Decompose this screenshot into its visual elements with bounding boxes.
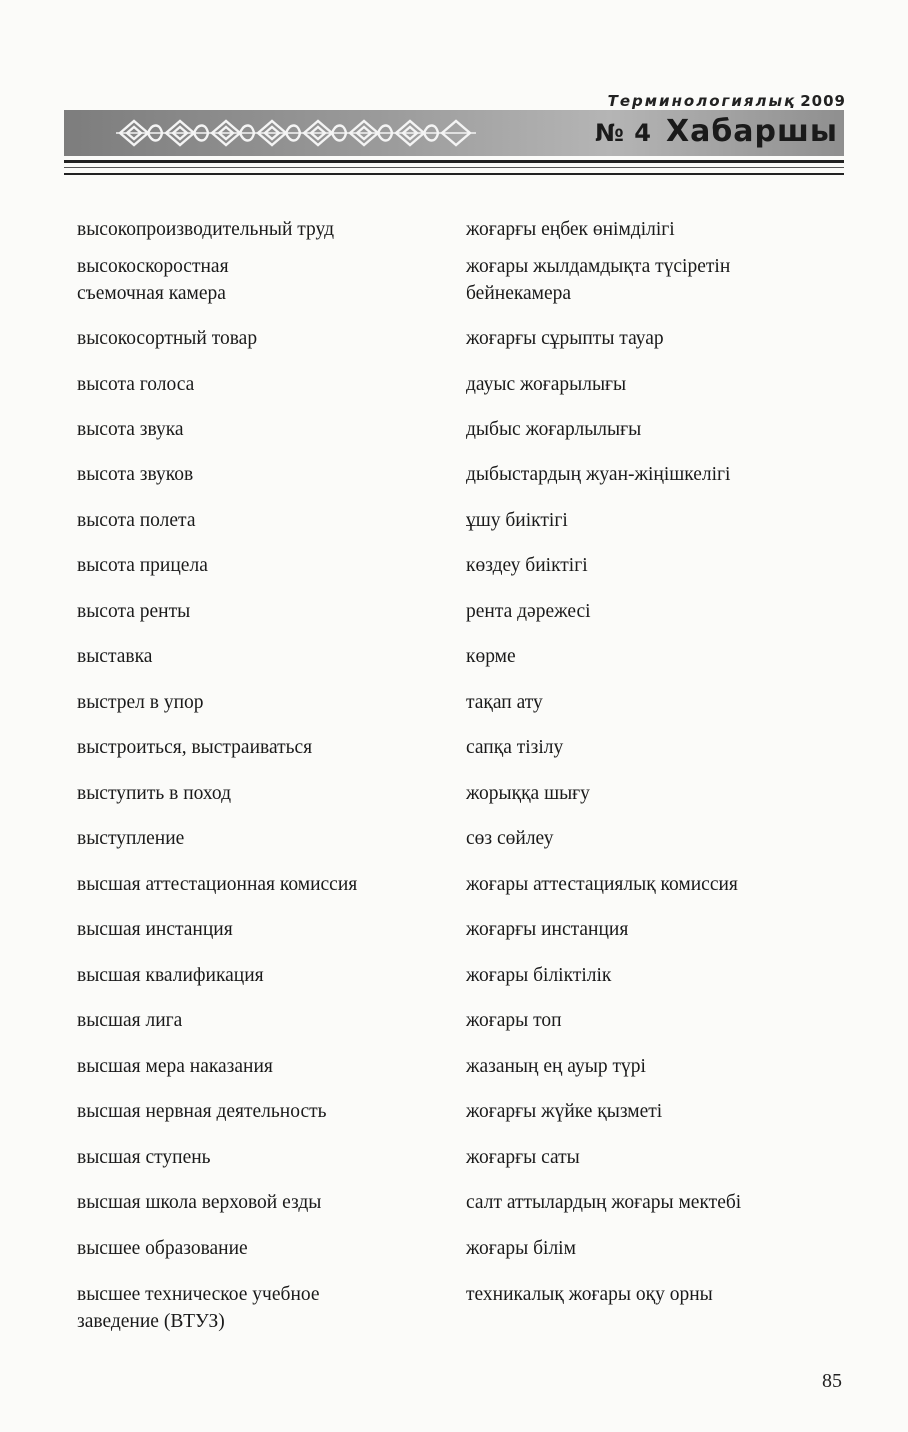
russian-term: высота звука: [77, 419, 184, 440]
russian-term: высокосортный товар: [77, 328, 258, 349]
russian-term: высшая аттестационная комиссия: [77, 874, 358, 895]
russian-term: высшая лига: [77, 1010, 183, 1031]
russian-term: высшая ступень: [77, 1147, 211, 1168]
journal-year: 2009: [800, 92, 846, 110]
kazakh-term: ұшу биіктігі: [466, 510, 568, 531]
kazakh-term: жоғарғы инстанция: [466, 919, 629, 940]
russian-term: съемочная камера: [77, 283, 226, 304]
kazakh-term: тақап ату: [466, 692, 543, 713]
russian-term: выставка: [77, 646, 153, 667]
russian-term: выступление: [77, 828, 185, 849]
russian-term: высшая инстанция: [77, 919, 233, 940]
russian-term: высота прицела: [77, 555, 208, 576]
kazakh-term: көздеу биіктігі: [466, 555, 588, 576]
russian-term: высшая мера наказания: [77, 1056, 273, 1077]
page-number: 85: [822, 1370, 842, 1392]
russian-term: высокоскоростная: [77, 256, 229, 277]
kazakh-term: дыбыстардың жуан-жіңішкелігі: [466, 464, 731, 485]
russian-term: высота полета: [77, 510, 196, 531]
kazakh-term: техникалық жоғары оқу орны: [466, 1284, 713, 1305]
kazakh-term: жоғарғы сұрыпты тауар: [466, 328, 664, 349]
journal-name: Терминологиялық: [607, 92, 797, 110]
kazakh-term: рента дәрежесі: [466, 601, 591, 622]
russian-term: высокопроизводительный труд: [77, 219, 334, 240]
russian-term: высота звуков: [77, 464, 194, 485]
kazakh-term: сөз сөйлеу: [466, 828, 554, 849]
bulletin-title: Хабаршы: [665, 114, 838, 149]
kazakh-term: дыбыс жоғарлылығы: [466, 419, 642, 440]
kazakh-term: салт аттылардың жоғары мектебі: [466, 1192, 742, 1213]
kazakh-term: көрме: [466, 646, 516, 667]
russian-term: высшая школа верховой езды: [77, 1192, 322, 1213]
russian-term: высота голоса: [77, 374, 195, 395]
kazakh-term: жоғары жылдамдықта түсіретін: [466, 256, 731, 277]
russian-term: выстрел в упор: [77, 692, 204, 713]
kazakh-term: жазаның ең ауыр түрі: [466, 1056, 646, 1077]
russian-term: заведение (ВТУЗ): [77, 1311, 225, 1332]
kazakh-term: жоғарғы еңбек өнімділігі: [466, 219, 675, 240]
kazakh-term: жоғары топ: [466, 1010, 562, 1031]
russian-term: высшее образование: [77, 1238, 248, 1259]
kazakh-term: жорыққа шығу: [466, 783, 590, 804]
russian-term: высшая квалификация: [77, 965, 264, 986]
russian-term: выстроиться, выстраиваться: [77, 737, 313, 758]
kazakh-term: жоғары аттестациялық комиссия: [466, 874, 738, 895]
russian-term: высота ренты: [77, 601, 191, 622]
kazakh-term: дауыс жоғарылығы: [466, 374, 627, 395]
russian-term: высшее техническое учебное: [77, 1284, 320, 1305]
kazakh-term: жоғары біліктілік: [466, 965, 612, 986]
kazakh-term: жоғары білім: [466, 1238, 576, 1259]
russian-term: высшая нервная деятельность: [77, 1101, 327, 1122]
kazakh-term: жоғарғы жүйке қызметі: [466, 1101, 663, 1122]
kazakh-term: бейнекамера: [466, 283, 572, 304]
issue-number: № 4: [595, 119, 652, 147]
russian-term: выступить в поход: [77, 783, 232, 804]
kazakh-term: сапқа тізілу: [466, 737, 564, 758]
kazakh-term: жоғарғы саты: [466, 1147, 580, 1168]
